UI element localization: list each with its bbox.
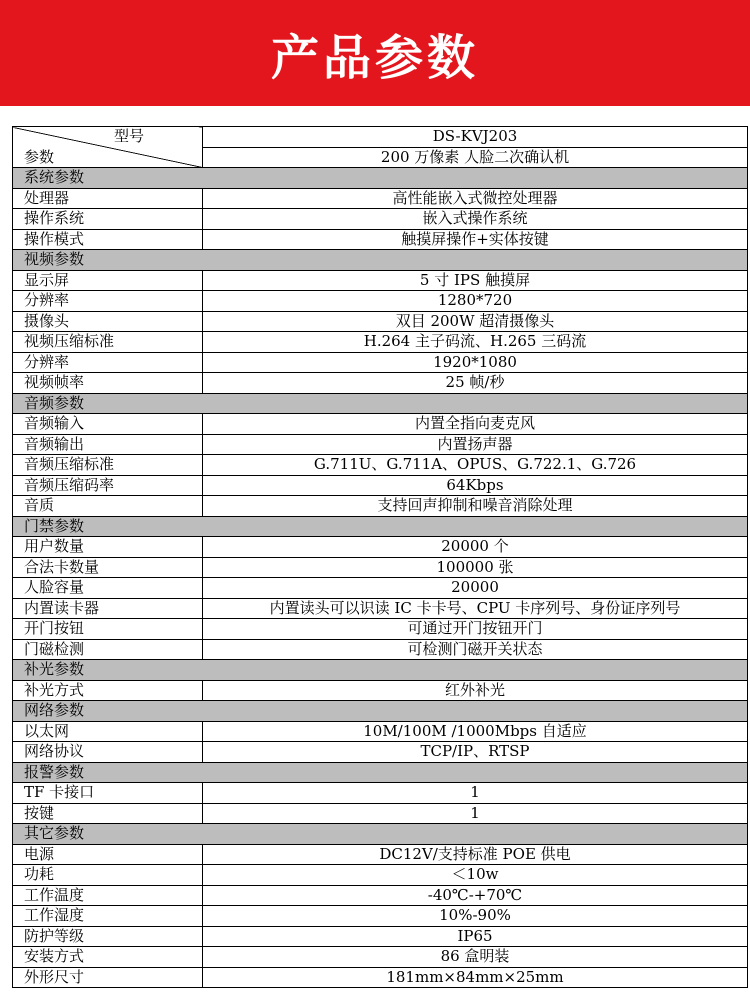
spec-row	[13, 373, 748, 394]
spec-row	[13, 783, 748, 804]
spec-row	[13, 434, 748, 455]
spec-label: 功耗	[13, 865, 203, 886]
spec-row	[13, 352, 748, 373]
header-row-model	[13, 127, 748, 148]
spec-label: TF 卡接口	[13, 783, 203, 804]
spec-row	[13, 578, 748, 599]
section-header-row	[13, 824, 748, 845]
spec-value: 嵌入式操作系统	[203, 209, 748, 230]
spec-label: 分辨率	[13, 352, 203, 373]
section-title: 门禁参数	[13, 516, 748, 537]
section-title: 补光参数	[13, 660, 748, 681]
spec-value: 64Kbps	[203, 475, 748, 496]
spec-label: 人脸容量	[13, 578, 203, 599]
spec-label: 摄像头	[13, 311, 203, 332]
spec-row	[13, 455, 748, 476]
section-title: 系统参数	[13, 168, 748, 189]
model-description: 200 万像素 人脸二次确认机	[203, 147, 748, 168]
spec-value: 红外补光	[203, 680, 748, 701]
spec-row	[13, 598, 748, 619]
spec-table	[12, 126, 748, 988]
spec-row	[13, 947, 748, 968]
spec-row	[13, 865, 748, 886]
spec-label: 补光方式	[13, 680, 203, 701]
spec-value: 可通过开门按钮开门	[203, 619, 748, 640]
spec-row	[13, 188, 748, 209]
spec-value: 1920*1080	[203, 352, 748, 373]
spec-value: ＜10w	[203, 865, 748, 886]
spec-label: 视频压缩标准	[13, 332, 203, 353]
spec-value: 可检测门磁开关状态	[203, 639, 748, 660]
spec-row	[13, 906, 748, 927]
spec-value: 20000 个	[203, 537, 748, 558]
spec-row	[13, 742, 748, 763]
spec-label: 分辨率	[13, 291, 203, 312]
spec-label: 内置读卡器	[13, 598, 203, 619]
section-title: 网络参数	[13, 701, 748, 722]
spec-row	[13, 229, 748, 250]
spec-label: 工作湿度	[13, 906, 203, 927]
spec-row	[13, 414, 748, 435]
section-header-row	[13, 516, 748, 537]
spec-row	[13, 721, 748, 742]
spec-value: TCP/IP、RTSP	[203, 742, 748, 763]
section-title: 音频参数	[13, 393, 748, 414]
spec-label: 按键	[13, 803, 203, 824]
spec-value: 内置扬声器	[203, 434, 748, 455]
spec-row	[13, 209, 748, 230]
spec-value: 20000	[203, 578, 748, 599]
spec-label: 外形尺寸	[13, 967, 203, 988]
spec-value: IP65	[203, 926, 748, 947]
spec-label: 音质	[13, 496, 203, 517]
spec-row	[13, 619, 748, 640]
spec-label: 音频输入	[13, 414, 203, 435]
spec-value: 1	[203, 803, 748, 824]
spec-value: 内置全指向麦克风	[203, 414, 748, 435]
spec-row	[13, 291, 748, 312]
spec-row	[13, 680, 748, 701]
spec-row	[13, 885, 748, 906]
spec-label: 用户数量	[13, 537, 203, 558]
spec-row	[13, 270, 748, 291]
model-header-label: 型号	[113, 127, 144, 145]
spec-value: 内置读头可以识读 IC 卡卡号、CPU 卡序列号、身份证序列号	[203, 598, 748, 619]
spec-label: 音频压缩标准	[13, 455, 203, 476]
spec-row	[13, 803, 748, 824]
title-banner	[0, 0, 750, 106]
spec-value: 1	[203, 783, 748, 804]
spec-value: -40℃-+70℃	[203, 885, 748, 906]
spec-row	[13, 496, 748, 517]
spec-value: 181mm×84mm×25mm	[203, 967, 748, 988]
spec-row	[13, 967, 748, 988]
section-header-row	[13, 660, 748, 681]
spec-label: 合法卡数量	[13, 557, 203, 578]
spec-row	[13, 639, 748, 660]
section-title: 视频参数	[13, 250, 748, 271]
spec-row	[13, 557, 748, 578]
spec-value: 25 帧/秒	[203, 373, 748, 394]
spec-value: 高性能嵌入式微控处理器	[203, 188, 748, 209]
spec-value: 支持回声抑制和噪音消除处理	[203, 496, 748, 517]
param-header-label: 参数	[24, 148, 55, 166]
diagonal-header-cell	[13, 127, 203, 168]
spec-label: 网络协议	[13, 742, 203, 763]
spec-row	[13, 537, 748, 558]
section-title: 其它参数	[13, 824, 748, 845]
spec-value: DC12V/支持标准 POE 供电	[203, 844, 748, 865]
spec-label: 开门按钮	[13, 619, 203, 640]
spec-label: 音频输出	[13, 434, 203, 455]
spec-value: 触摸屏操作+实体按键	[203, 229, 748, 250]
spec-label: 以太网	[13, 721, 203, 742]
spec-label: 电源	[13, 844, 203, 865]
model-value: DS-KVJ203	[203, 127, 748, 148]
spec-value: 10%-90%	[203, 906, 748, 927]
spec-label: 安装方式	[13, 947, 203, 968]
spec-value: 1280*720	[203, 291, 748, 312]
spec-value: 100000 张	[203, 557, 748, 578]
spec-value: 86 盒明装	[203, 947, 748, 968]
spec-value: 10M/100M /1000Mbps 自适应	[203, 721, 748, 742]
spec-row	[13, 475, 748, 496]
section-header-row	[13, 701, 748, 722]
spec-value: 5 寸 IPS 触摸屏	[203, 270, 748, 291]
spec-label: 显示屏	[13, 270, 203, 291]
spec-label: 视频帧率	[13, 373, 203, 394]
spec-row	[13, 926, 748, 947]
spec-label: 门磁检测	[13, 639, 203, 660]
spec-row	[13, 311, 748, 332]
section-header-row	[13, 762, 748, 783]
spec-value: H.264 主子码流、H.265 三码流	[203, 332, 748, 353]
spec-label: 防护等级	[13, 926, 203, 947]
page-title: 产品参数	[270, 29, 479, 86]
spec-label: 操作模式	[13, 229, 203, 250]
spec-label: 音频压缩码率	[13, 475, 203, 496]
section-header-row	[13, 250, 748, 271]
section-header-row	[13, 168, 748, 189]
spec-value: 双目 200W 超清摄像头	[203, 311, 748, 332]
spec-label: 处理器	[13, 188, 203, 209]
section-title: 报警参数	[13, 762, 748, 783]
spec-row	[13, 332, 748, 353]
spec-label: 操作系统	[13, 209, 203, 230]
section-header-row	[13, 393, 748, 414]
spec-value: G.711U、G.711A、OPUS、G.722.1、G.726	[203, 455, 748, 476]
spec-row	[13, 844, 748, 865]
spec-label: 工作温度	[13, 885, 203, 906]
